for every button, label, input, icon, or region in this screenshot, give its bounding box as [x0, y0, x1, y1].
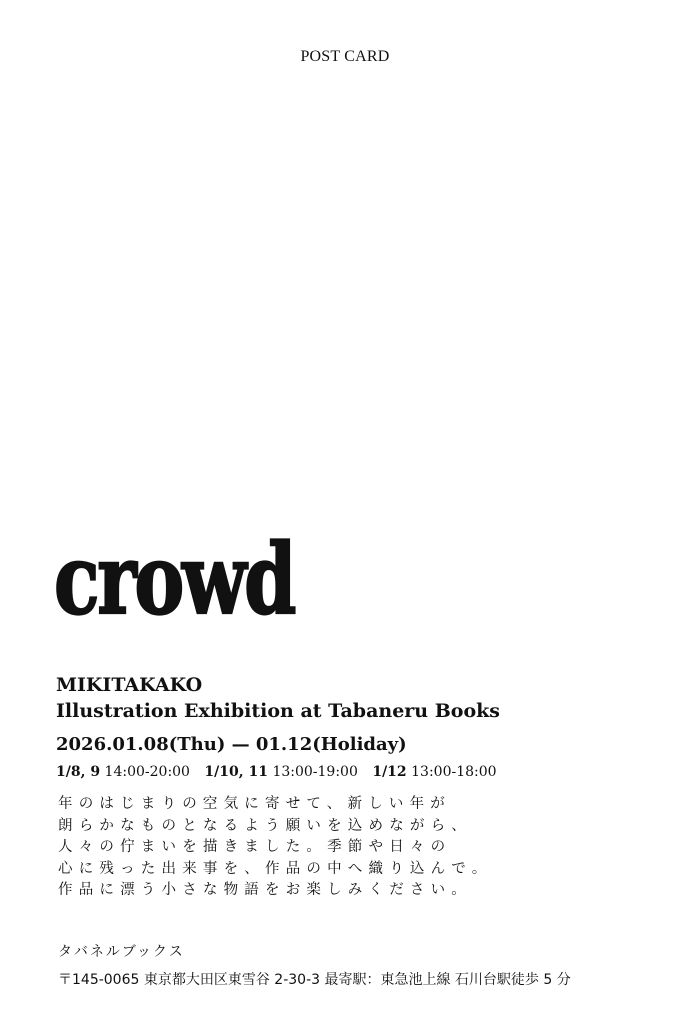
- hours-time-2: 13:00-19:00: [272, 764, 358, 780]
- venue-address: 〒145-0065 東京都大田区東雪谷 2-30-3 最寄駅：東急池上線 石川台駅徒歩 5 分: [58, 972, 571, 988]
- postcard-label: POST CARD: [300, 48, 390, 65]
- exhibition-title: crowd: [54, 523, 295, 636]
- description-line: 心に残った出来事を、作品の中へ織り込んで。: [58, 860, 493, 877]
- description-line: 年のはじまりの空気に寄せて、新しい年が: [58, 796, 452, 812]
- hours-days-2: 1/10, 11: [204, 764, 268, 780]
- artist-name: MIKITAKAKO: [56, 674, 203, 696]
- description-line: 朗らかなものとなるよう願いを込めながら、: [58, 817, 472, 834]
- description-line: 作品に漂う小さな物語をお楽しみください。: [58, 882, 472, 898]
- date-range: 2026.01.08(Thu) — 01.12(Holiday): [56, 734, 407, 755]
- exhibition-subtitle: Illustration Exhibition at Tabaneru Books: [56, 700, 501, 722]
- hours-time-3: 13:00-18:00: [411, 764, 497, 780]
- venue-name: タバネルブックス: [58, 944, 185, 960]
- description-line: 人々の佇まいを描きました。季節や日々の: [58, 839, 452, 855]
- hours-days-3: 1/12: [372, 764, 407, 780]
- hours-days-1: 1/8, 9: [56, 764, 101, 780]
- hours-time-1: 14:00-20:00: [104, 764, 190, 780]
- description: [58, 794, 492, 902]
- opening-hours: [56, 764, 497, 780]
